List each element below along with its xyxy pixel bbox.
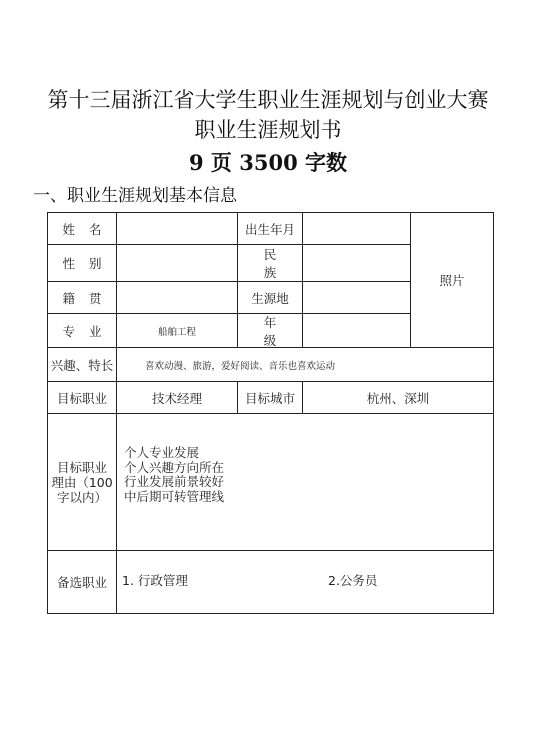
target-city-value: 杭州、深圳 <box>366 390 430 406</box>
gender-label: 性别 <box>62 256 116 271</box>
table-col-divider <box>116 347 117 381</box>
reason-line: 中后期可转管理线 <box>124 488 225 504</box>
document-title-line-2: 职业生涯规划书 <box>194 118 342 142</box>
table-border-bottom <box>47 613 494 614</box>
name-label: 姓名 <box>62 221 116 237</box>
major-label: 专业 <box>62 323 116 339</box>
name-value[interactable] <box>117 213 237 244</box>
reason-label-line: 目标职业 <box>56 459 107 475</box>
origin-value[interactable] <box>303 282 410 313</box>
target-job-label: 目标职业 <box>56 390 107 406</box>
reason-line: 个人兴趣方向所在 <box>124 459 225 475</box>
target-city-label: 目标城市 <box>244 390 295 406</box>
reason-label-line: 字以内） <box>56 489 107 505</box>
reason-line: 行业发展前景较好 <box>124 474 225 489</box>
ethnicity-value[interactable] <box>303 245 410 281</box>
target-job-value: 技术经理 <box>151 390 202 406</box>
gender-value[interactable] <box>117 245 237 281</box>
hobby-label: 兴趣、特长 <box>50 357 114 373</box>
birth-date-label: 出生年月 <box>244 221 295 237</box>
alternative-job-1: 1. 行政管理 <box>122 573 188 588</box>
section-heading: 一、职业生涯规划基本信息 <box>33 186 237 206</box>
alternative-job-2: 2.公务员 <box>328 573 378 588</box>
grade-label: 年级 <box>263 314 291 348</box>
table-border-right <box>493 212 494 614</box>
photo-box[interactable]: 照片 <box>439 273 465 288</box>
alternative-job-label: 备选职业 <box>56 575 107 590</box>
birth-date-value[interactable] <box>303 213 410 244</box>
table-col-divider <box>116 413 117 613</box>
hometown-label: 籍贯 <box>62 290 116 306</box>
document-subtitle: 9 页 3500 字数 <box>189 150 347 175</box>
grade-value[interactable] <box>303 314 410 347</box>
hobby-value: 喜欢动漫、旅游，爱好阅读、音乐也喜欢运动 <box>145 360 336 372</box>
reason-text <box>124 446 484 504</box>
ethnicity-label: 民族 <box>263 247 291 280</box>
reason-line: 个人专业发展 <box>124 445 200 460</box>
major-value: 船舶工程 <box>157 326 196 338</box>
reason-label <box>48 414 116 550</box>
document-title-line-1: 第十三届浙江省大学生职业生涯规划与创业大赛 <box>47 88 489 112</box>
hometown-value[interactable] <box>117 282 237 313</box>
origin-label: 生源地 <box>251 290 289 306</box>
reason-label-line: 理由（100 <box>51 474 113 490</box>
